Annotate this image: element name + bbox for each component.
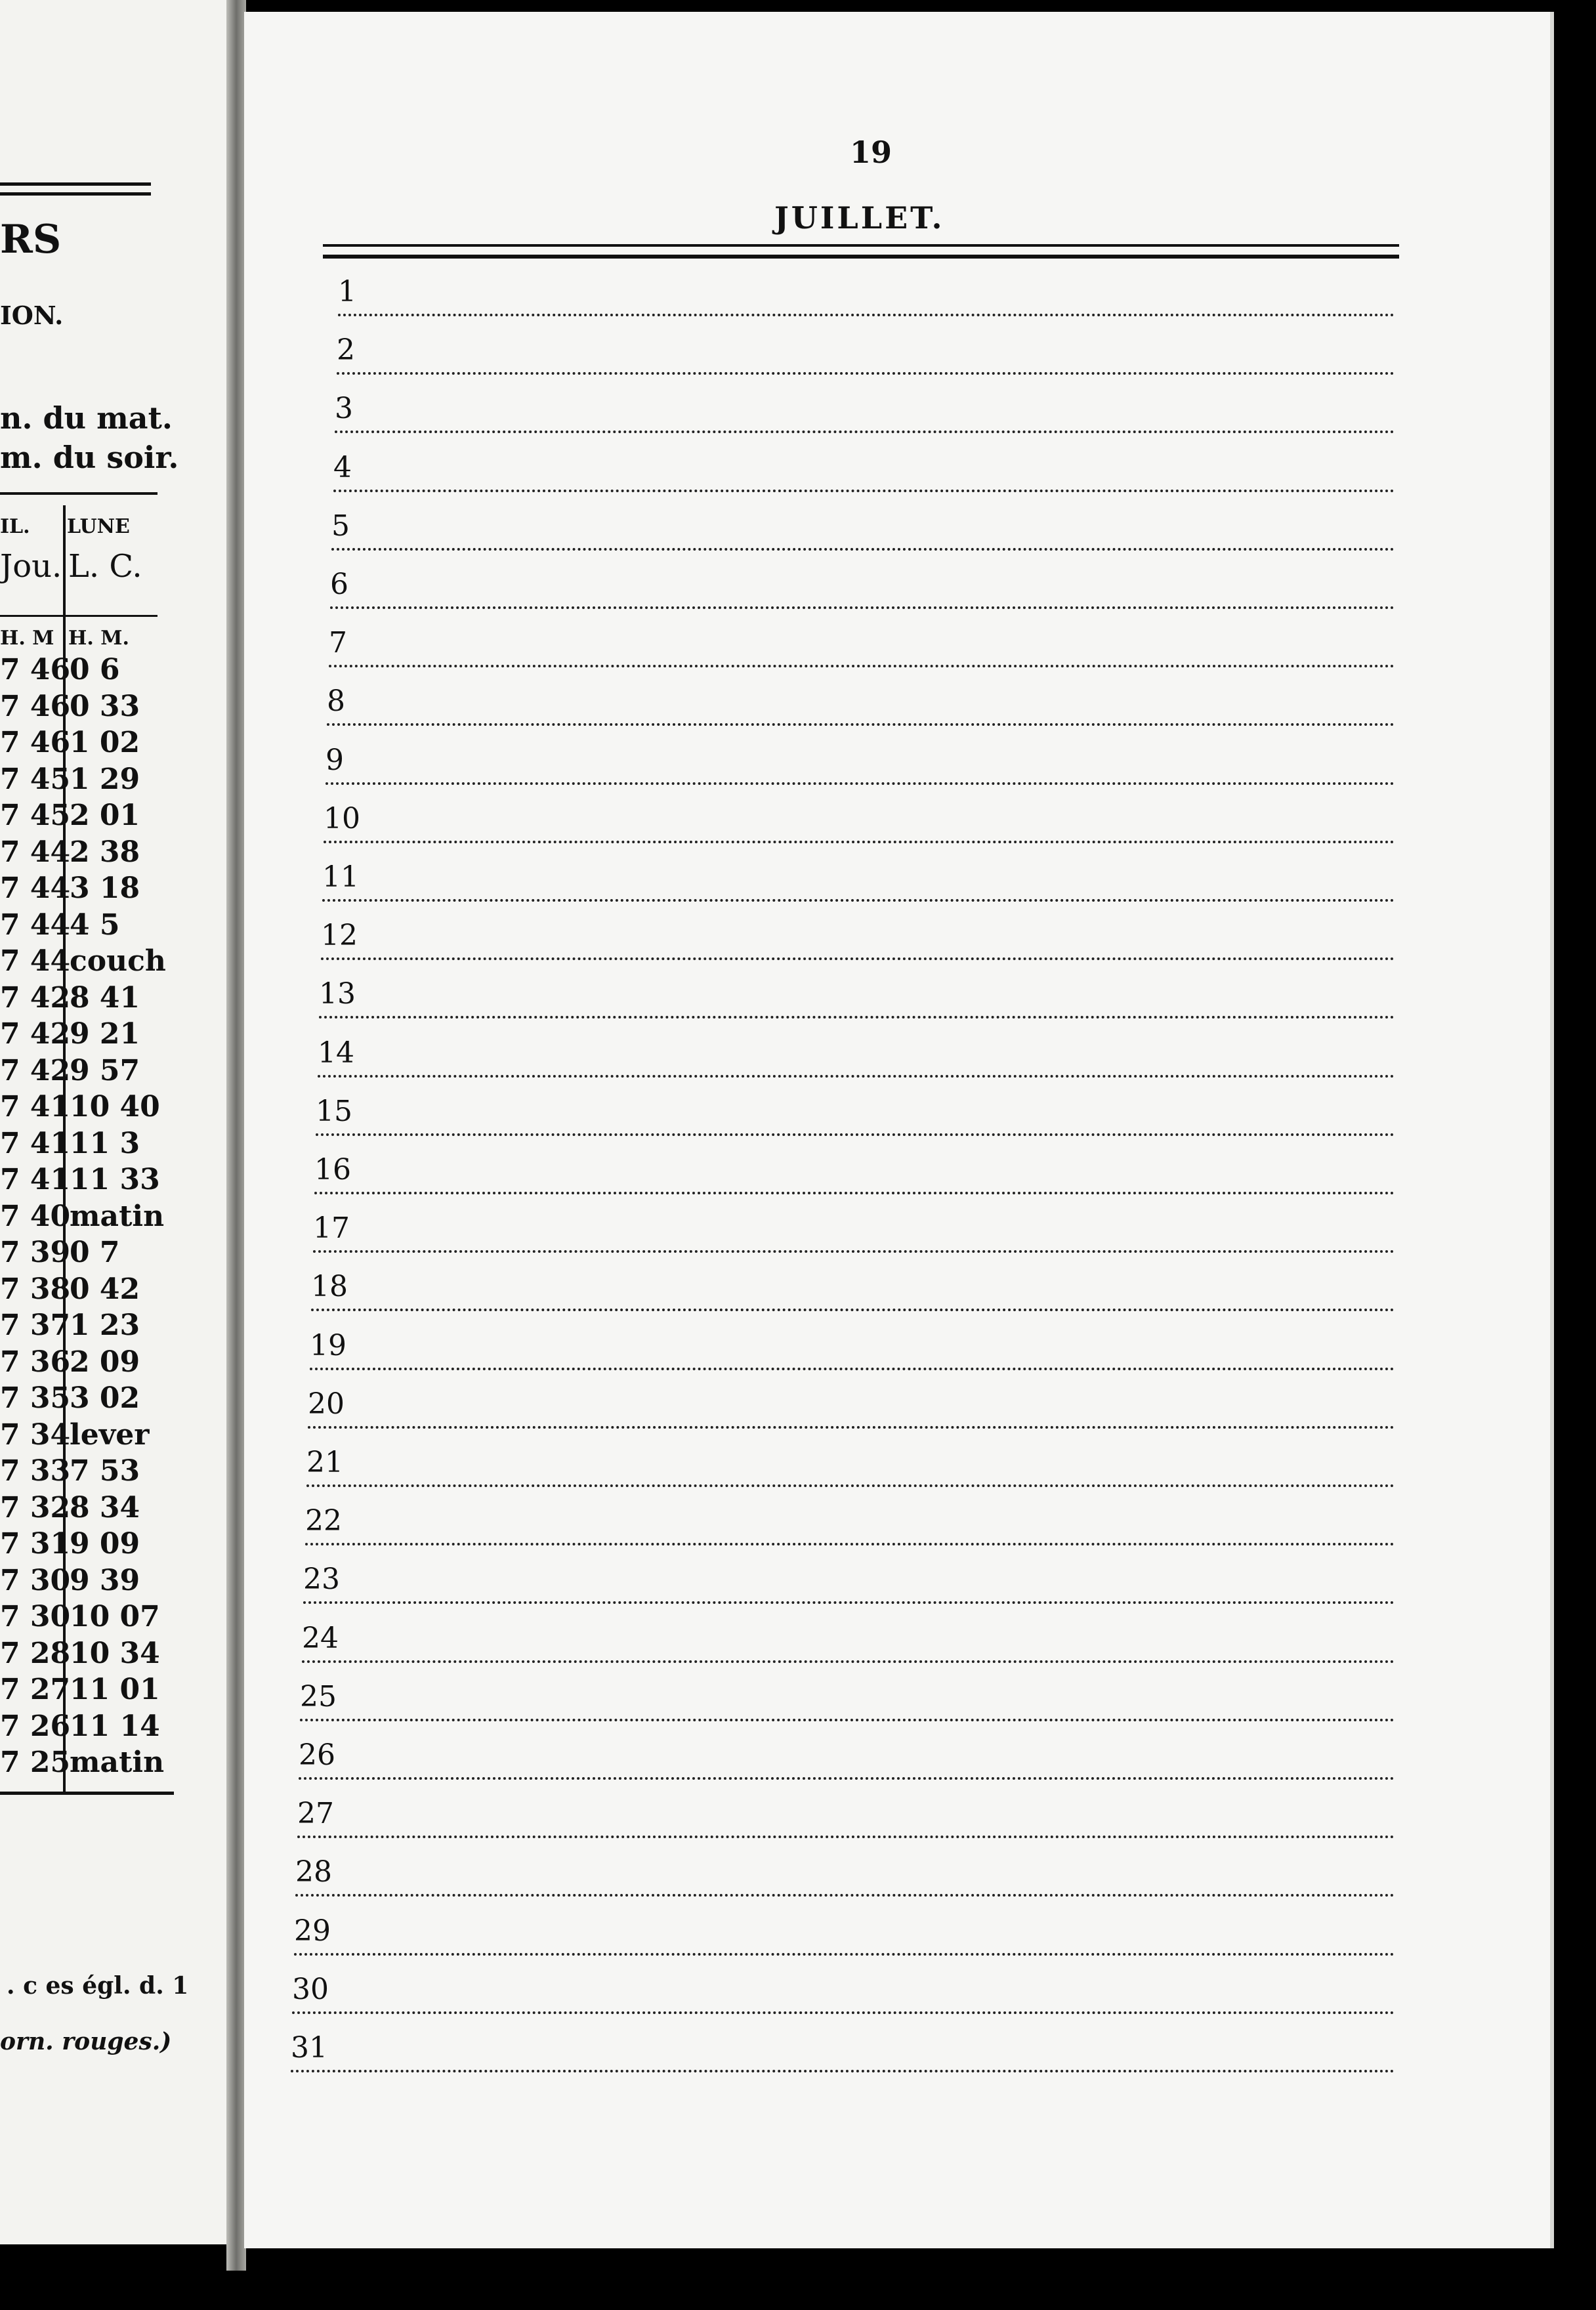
- footer-line-2: orn. rouges.): [0, 2028, 172, 2055]
- sun-time: 7 33: [0, 1454, 71, 1488]
- day-line-row: [329, 627, 1395, 679]
- day-number: 31: [291, 2031, 327, 2065]
- sun-time: 7 30: [0, 1600, 71, 1633]
- sun-time: 7 27: [0, 1673, 71, 1706]
- dotted-writing-line: [321, 957, 1395, 960]
- day-number: 28: [295, 1855, 332, 1889]
- moon-time: 9 21: [70, 1017, 140, 1051]
- day-number: 15: [316, 1094, 352, 1128]
- dotted-writing-line: [335, 430, 1395, 433]
- day-line-row: [316, 1095, 1395, 1148]
- day-number: 17: [313, 1211, 350, 1246]
- moon-time: 8 41: [70, 980, 140, 1015]
- day-number: 27: [297, 1797, 334, 1831]
- col-sun-units: H. M: [0, 627, 54, 650]
- day-number: 24: [302, 1621, 339, 1655]
- moon-time: couch: [70, 944, 166, 978]
- day-number: 16: [314, 1153, 351, 1186]
- day-line-row: [294, 1915, 1395, 1967]
- sun-time: 7 42: [0, 980, 71, 1015]
- dotted-writing-line: [305, 1543, 1395, 1545]
- dotted-writing-line: [326, 782, 1395, 785]
- day-number: 8: [327, 684, 345, 719]
- sun-time: 7 46: [0, 726, 71, 759]
- moon-time: 10 34: [70, 1636, 160, 1670]
- dotted-writing-line: [311, 1309, 1395, 1311]
- note-evening: m. du soir.: [0, 440, 179, 475]
- day-line-row: [310, 1330, 1395, 1382]
- dotted-writing-line: [291, 2070, 1395, 2072]
- sun-time: 7 41: [0, 1090, 71, 1124]
- day-number: 21: [306, 1446, 343, 1479]
- sun-time: 7 30: [0, 1563, 71, 1597]
- day-line-row: [330, 568, 1395, 621]
- sun-time: 7 46: [0, 689, 71, 723]
- sun-time: 7 41: [0, 1126, 71, 1160]
- day-number: 3: [335, 392, 353, 426]
- moon-time: 0 6: [70, 653, 120, 686]
- table-bottom-rule: [0, 1792, 174, 1795]
- dotted-writing-line: [319, 1016, 1395, 1018]
- day-line-row: [300, 1681, 1395, 1733]
- note-morning: n. du mat.: [0, 400, 173, 436]
- day-number: 1: [338, 275, 356, 308]
- moon-time: 11 14: [70, 1709, 160, 1743]
- sun-time: 7 44: [0, 872, 71, 905]
- moon-time: 2 01: [70, 799, 140, 832]
- day-line-row: [299, 1739, 1395, 1792]
- day-number: 14: [318, 1036, 354, 1070]
- sun-time: 7 26: [0, 1709, 71, 1743]
- moon-time: 0 33: [70, 689, 140, 723]
- day-line-row: [338, 276, 1395, 328]
- dotted-writing-line: [299, 1777, 1395, 1780]
- sun-time: 7 34: [0, 1418, 71, 1452]
- dotted-writing-line: [294, 1953, 1395, 1956]
- day-number: 9: [326, 743, 344, 777]
- day-line-row: [297, 1797, 1395, 1850]
- header-double-rule: [323, 244, 1399, 247]
- day-line-row: [331, 510, 1395, 562]
- col-moon-label: LUNE: [67, 515, 130, 538]
- header-rule: [0, 615, 158, 617]
- moon-time: 11 3: [70, 1126, 140, 1160]
- day-line-row: [303, 1563, 1395, 1616]
- page-gutter: [226, 0, 246, 2271]
- day-line-row: [292, 1973, 1395, 2026]
- day-number: 18: [311, 1270, 348, 1304]
- day-number: 22: [305, 1504, 342, 1538]
- moon-time: 9 57: [70, 1053, 140, 1087]
- sun-time: 7 36: [0, 1345, 71, 1379]
- sun-time: 7 44: [0, 835, 71, 869]
- top-rule: [0, 182, 151, 186]
- day-line-row: [305, 1505, 1395, 1557]
- sun-time: 7 45: [0, 799, 71, 832]
- day-line-row: [337, 334, 1395, 387]
- day-line-row: [314, 1154, 1395, 1206]
- sun-time: 7 44: [0, 908, 71, 942]
- sun-time: 7 32: [0, 1490, 71, 1524]
- moon-time: 2 09: [70, 1345, 140, 1379]
- dotted-writing-line: [324, 841, 1395, 843]
- sun-time: 7 45: [0, 762, 71, 796]
- moon-time: matin: [70, 1199, 165, 1233]
- moon-time: lever: [70, 1418, 150, 1452]
- day-number: 4: [333, 450, 352, 484]
- sun-time: 7 28: [0, 1636, 71, 1670]
- month-title: JUILLET.: [774, 200, 945, 236]
- day-number: 10: [324, 801, 360, 835]
- day-number: 26: [299, 1738, 335, 1772]
- moon-time: 11 01: [70, 1673, 160, 1706]
- day-line-row: [333, 452, 1395, 504]
- dotted-writing-line: [318, 1075, 1395, 1078]
- dotted-writing-line: [330, 606, 1395, 609]
- dotted-writing-line: [303, 1601, 1395, 1604]
- day-number: 2: [337, 333, 355, 368]
- day-line-row: [313, 1212, 1395, 1265]
- sun-time: 7 39: [0, 1236, 71, 1269]
- moon-time: 10 07: [70, 1600, 160, 1633]
- sun-time: 7 25: [0, 1746, 71, 1779]
- day-line-row: [311, 1270, 1395, 1323]
- col-sun-label: IL.: [0, 515, 30, 538]
- top-rule-2: [0, 192, 151, 196]
- sun-time: 7 31: [0, 1527, 71, 1561]
- dotted-writing-line: [333, 490, 1395, 492]
- day-line-row: [321, 919, 1395, 972]
- sun-time: 7 42: [0, 1017, 71, 1051]
- day-line-row: [302, 1622, 1395, 1675]
- moon-time: 3 02: [70, 1381, 140, 1415]
- day-number: 23: [303, 1563, 340, 1597]
- day-line-row: [324, 803, 1395, 855]
- dotted-writing-line: [310, 1368, 1395, 1370]
- day-line-row: [327, 685, 1395, 738]
- dotted-writing-line: [338, 314, 1395, 316]
- moon-time: 0 7: [70, 1236, 120, 1269]
- left-subheading: ION.: [0, 301, 64, 330]
- left-page: [0, 0, 230, 2244]
- moon-time: 0 42: [70, 1272, 140, 1306]
- dotted-writing-line: [313, 1250, 1395, 1253]
- sun-time: 7 38: [0, 1272, 71, 1306]
- sun-time: 7 46: [0, 653, 71, 686]
- moon-time: 2 38: [70, 835, 140, 869]
- moon-time: 7 53: [70, 1454, 140, 1488]
- sun-time: 7 37: [0, 1309, 71, 1342]
- moon-time: 1 29: [70, 762, 140, 796]
- moon-time: 1 02: [70, 726, 140, 759]
- dotted-writing-line: [300, 1719, 1395, 1721]
- day-number: 29: [294, 1914, 331, 1948]
- footer-line-1: . c es égl. d. 1: [7, 1972, 189, 2000]
- moon-time: 9 09: [70, 1527, 140, 1561]
- day-line-row: [306, 1446, 1395, 1499]
- dotted-writing-line: [292, 2011, 1395, 2014]
- moon-time: 11 33: [70, 1163, 160, 1196]
- day-number: 7: [329, 626, 347, 660]
- col-moon-sub: L. C.: [68, 548, 142, 585]
- day-line-row: [319, 978, 1395, 1030]
- day-line-row: [318, 1037, 1395, 1089]
- sun-time: 7 35: [0, 1381, 71, 1415]
- dotted-writing-line: [322, 899, 1395, 902]
- day-line-row: [335, 392, 1395, 445]
- header-double-rule-2: [323, 255, 1399, 259]
- moon-time: matin: [70, 1746, 165, 1779]
- day-number: 11: [322, 860, 359, 894]
- day-number: 5: [331, 509, 350, 543]
- dotted-writing-line: [327, 723, 1395, 726]
- dotted-writing-line: [302, 1660, 1395, 1663]
- dotted-writing-line: [308, 1426, 1395, 1429]
- day-line-row: [308, 1388, 1395, 1440]
- left-heading: RS: [0, 217, 62, 262]
- dotted-writing-line: [331, 548, 1395, 551]
- day-number: 30: [292, 1972, 329, 2006]
- moon-time: 10 40: [70, 1090, 160, 1124]
- dotted-writing-line: [329, 665, 1395, 667]
- dotted-writing-line: [314, 1192, 1395, 1194]
- page-number: 19: [850, 135, 892, 170]
- col-moon-units: H. M.: [68, 627, 129, 650]
- moon-time: 1 23: [70, 1309, 140, 1342]
- day-number: 19: [310, 1328, 346, 1362]
- day-number: 12: [321, 919, 358, 953]
- day-line-row: [326, 744, 1395, 797]
- sun-time: 7 42: [0, 1053, 71, 1087]
- dotted-writing-line: [295, 1894, 1395, 1897]
- day-number: 6: [330, 568, 348, 601]
- sun-time: 7 40: [0, 1199, 71, 1233]
- col-sun-sub: Jou.: [0, 548, 62, 585]
- day-line-row: [322, 861, 1395, 914]
- day-number: 25: [300, 1679, 337, 1713]
- moon-time: 8 34: [70, 1490, 140, 1524]
- moon-time: 9 39: [70, 1563, 140, 1597]
- moon-time: 4 5: [70, 908, 120, 942]
- day-line-row: [295, 1856, 1395, 1908]
- dotted-writing-line: [337, 372, 1395, 375]
- dotted-writing-line: [316, 1133, 1395, 1136]
- dotted-writing-line: [306, 1484, 1395, 1487]
- sun-time: 7 41: [0, 1163, 71, 1196]
- day-line-row: [291, 2032, 1395, 2084]
- day-number: 20: [308, 1387, 345, 1421]
- moon-time: 3 18: [70, 872, 140, 905]
- mid-rule: [0, 492, 158, 495]
- dotted-writing-line: [297, 1836, 1395, 1838]
- sun-time: 7 44: [0, 944, 71, 978]
- day-number: 13: [319, 977, 356, 1011]
